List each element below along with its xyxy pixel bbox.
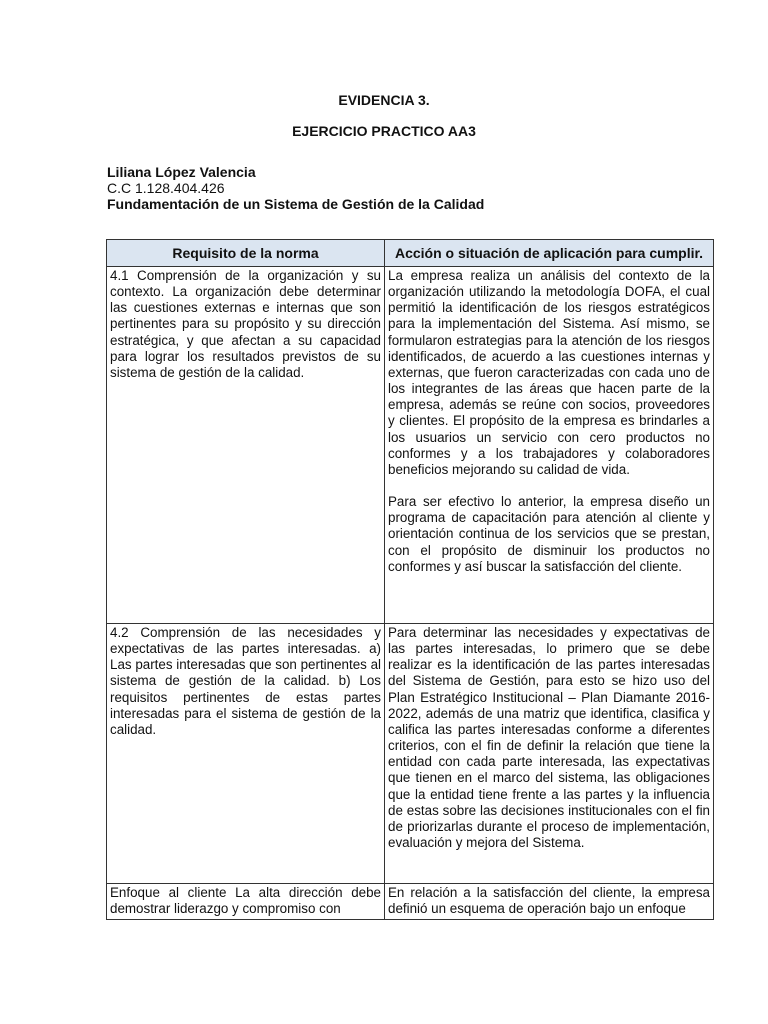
- action-paragraph: Para determinar las necesidades y expectativas de las partes interesadas, lo primero que se debe realizar es la identificación de las partes interesadas del Sistema de Gestión, para esto se hizo uso del Plan Estratégico Institucional – Plan Diamante 2016-2022, además de una matriz que identifica, clasifica y califica las partes interesadas conforme a diferentes criterios, con el fin de definir la relación que tiene la entidad con cada parte interesada, las expectativas que tienen en el marco del sistema, las obligaciones que la entidad tiene frente a las partes y la influencia de estas sobre las decisiones institucionales con el fin de priorizarlas durante el proceso de implementación, evaluación y mejora del Sistema.: [388, 625, 710, 851]
- table-row: [107, 884, 714, 920]
- document-topic: Fundamentación de un Sistema de Gestión de la Calidad: [107, 196, 485, 212]
- requirement-text: 4.1 Comprensión de la organización y su contexto. La organización debe determinar las cuestiones externas e internas que son pertinentes para su propósito y su dirección estratégica, y que afectan a su capacidad para lograr los resultados previstos de su sistema de gestión de la calidad.: [110, 268, 381, 380]
- table-header-row: [107, 240, 714, 267]
- author-name: Liliana López Valencia: [107, 164, 256, 180]
- requirements-table: [106, 239, 714, 920]
- document-title: EVIDENCIA 3.: [338, 92, 430, 108]
- requirement-cell: [107, 624, 385, 884]
- header-requirement: Requisito de la norma: [107, 240, 385, 267]
- header-action: Acción o situación de aplicación para cumplir.: [385, 240, 714, 267]
- table-row: [107, 624, 714, 884]
- requirement-text: Enfoque al cliente La alta dirección debe demostrar liderazgo y compromiso con: [110, 885, 381, 917]
- table-row: [107, 267, 714, 624]
- requirement-cell: [107, 884, 385, 920]
- action-cell: [385, 267, 714, 624]
- action-cell: [385, 624, 714, 884]
- action-cell: [385, 884, 714, 920]
- author-id: C.C 1.128.404.426: [107, 180, 225, 196]
- requirement-text: 4.2 Comprensión de las necesidades y expectativas de las partes interesadas. a) Las partes interesadas que son pertinentes al sistema de gestión de la calidad. b) Los requisitos pertinentes de estas partes interesadas para el sistema de gestión de la calidad.: [110, 625, 381, 737]
- action-paragraph: Para ser efectivo lo anterior, la empresa diseño un programa de capacitación para atención al cliente y orientación continua de los servicios que se prestan, con el propósito de disminuir los productos no conformes y así buscar la satisfacción del cliente.: [388, 494, 710, 574]
- requirement-cell: [107, 267, 385, 624]
- action-paragraph: La empresa realiza un análisis del contexto de la organización utilizando la metodología DOFA, el cual permitió la identificación de los riesgos estratégicos para la implementación del Sistema. Así mismo, se formularon estrategias para la atención de los riesgos identificados, de acuerdo a las cuestiones internas y externas, que fueron caracterizadas con cada uno de los integrantes de las áreas que hacen parte de la empresa, además se reúne con socios, proveedores y clientes. El propósito de la empresa es brindarles a los usuarios un servicio con cero productos no conformes y a los trabajadores y colaboradores beneficios mejorando su calidad de vida.: [388, 268, 710, 477]
- document-subtitle: EJERCICIO PRACTICO AA3: [292, 123, 476, 139]
- action-paragraph: En relación a la satisfacción del cliente, la empresa definió un esquema de operación bajo un enfoque: [388, 885, 710, 917]
